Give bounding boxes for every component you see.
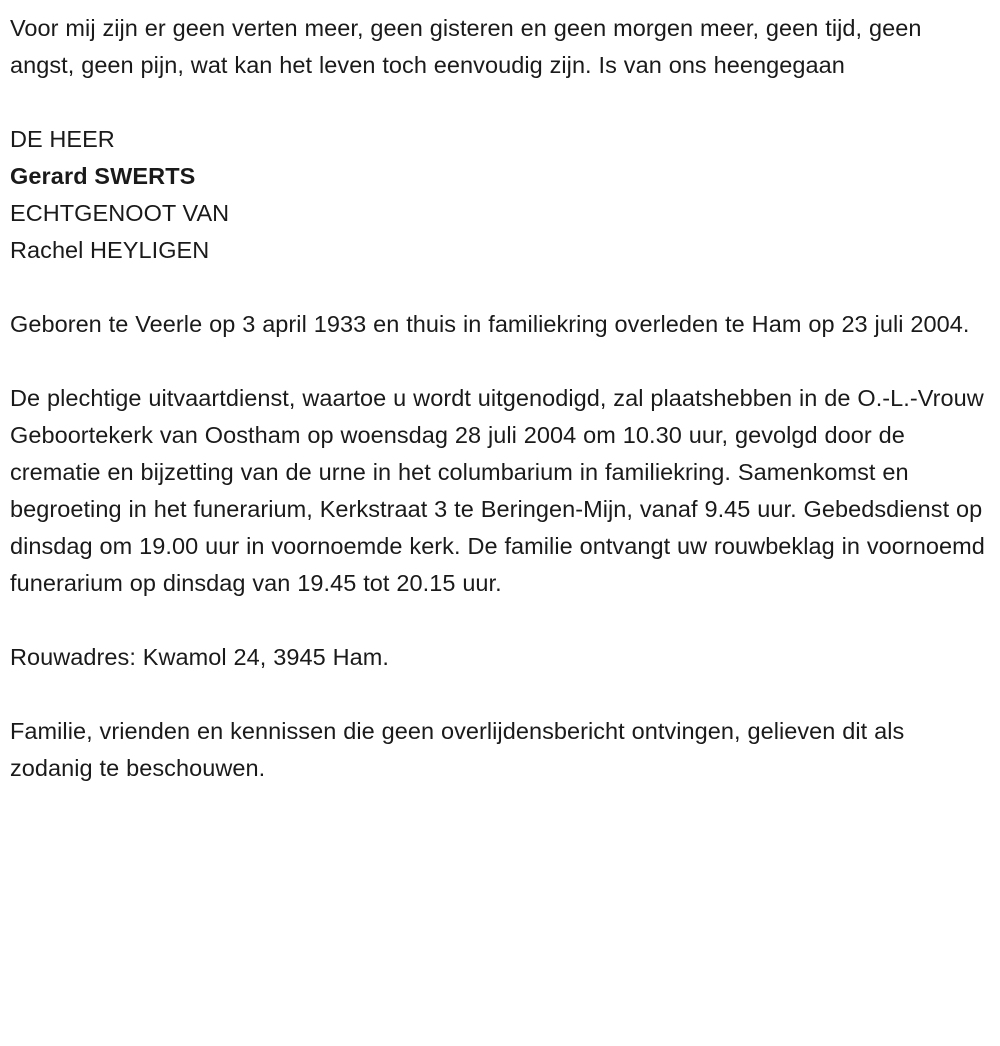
closing-paragraph: Familie, vrienden en kennissen die geen overlijdensbericht ontvingen, gelieven dit als zodanig te beschouwen.: [10, 718, 905, 781]
spouse-name: Rachel HEYLIGEN: [10, 237, 210, 263]
service-details-paragraph: De plechtige uitvaartdienst, waartoe u wordt uitgenodigd, zal plaatshebben in de O.-L.-Vrouw Geboortekerk van Oostham op woensdag 28 juli 2004 om 10.30 uur, gevolgd door de crematie en bijzetting van de urne in het columbarium in familiekring. Samenkomst en begroeting in het funerarium, Kerkstraat 3 te Beringen-Mijn, vanaf 9.45 uur. Gebedsdienst op dinsdag om 19.00 uur in voornoemde kerk. De familie ontvangt uw rouwbeklag in voornoemd funerarium op dinsdag van 19.45 tot 20.15 uur.: [10, 385, 985, 596]
relation-label: ECHTGENOOT VAN: [10, 200, 230, 226]
salutation-label: DE HEER: [10, 126, 115, 152]
deceased-name: Gerard SWERTS: [10, 163, 196, 189]
life-dates-paragraph: Geboren te Veerle op 3 april 1933 en thuis in familiekring overleden te Ham op 23 juli 2004.: [10, 311, 970, 337]
mourning-address-paragraph: Rouwadres: Kwamol 24, 3945 Ham.: [10, 644, 389, 670]
deceased-block: [10, 121, 986, 269]
opening-quote: Voor mij zijn er geen verten meer, geen gisteren en geen morgen meer, geen tijd, geen angst, geen pijn, wat kan het leven toch eenvoudig zijn. Is van ons heengegaan: [10, 15, 922, 78]
